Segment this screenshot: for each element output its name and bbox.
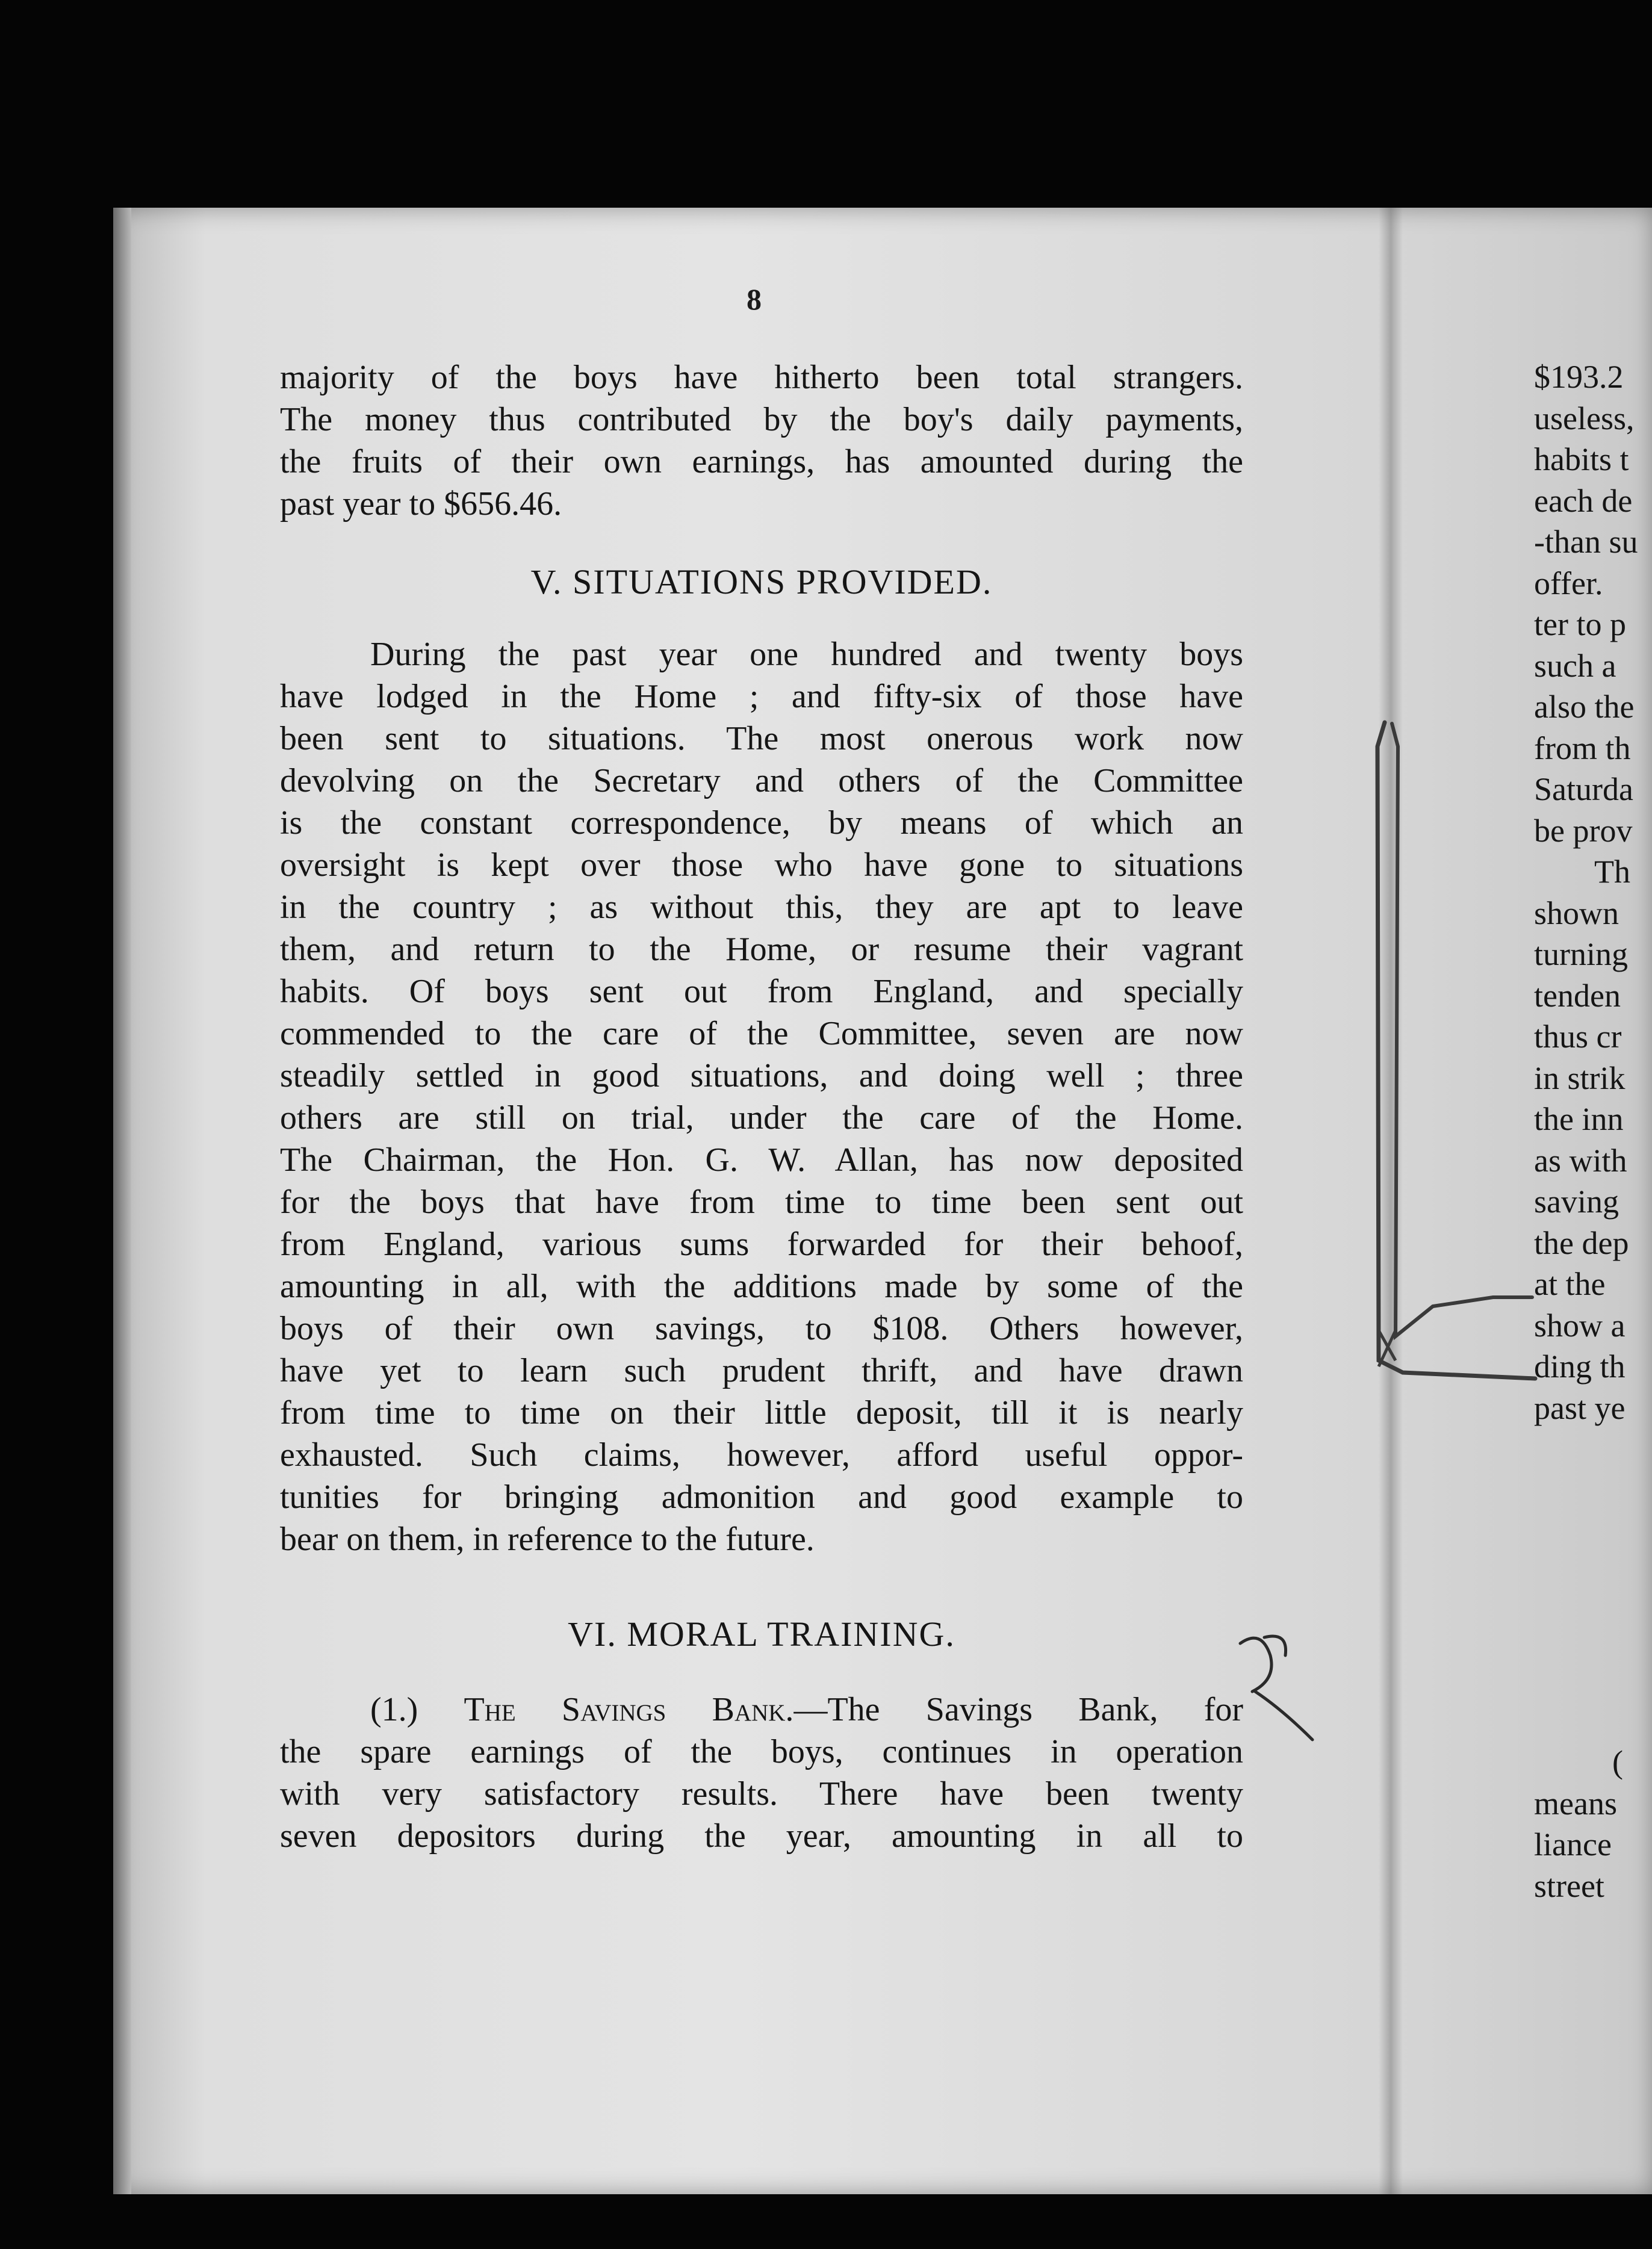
fragment-line: ter to p bbox=[1534, 606, 1626, 642]
fragment-line: in strik bbox=[1534, 1059, 1626, 1096]
subsection-title: The Savings Bank. bbox=[464, 1691, 794, 1728]
text-line: seven depositors during the year, amounting in all to bbox=[280, 1817, 1243, 1855]
text-line: boys of their own savings, to $108. Others however, bbox=[280, 1310, 1243, 1347]
text-line: The Chairman, the Hon. G. W. Allan, has now deposited bbox=[280, 1141, 1243, 1179]
text-line: exhausted. Such claims, however, afford useful oppor- bbox=[280, 1436, 1243, 1474]
text-line: amounting in all, with the additions made by some of the bbox=[280, 1268, 1243, 1305]
text-line: bear on them, in reference to the future. bbox=[280, 1521, 815, 1558]
left-text-column bbox=[280, 356, 1243, 1857]
fragment-line: useless, bbox=[1534, 400, 1635, 436]
fragment-line: at the bbox=[1534, 1266, 1606, 1302]
fragment-line: ( bbox=[1612, 1744, 1623, 1780]
fragment-line: means bbox=[1534, 1785, 1617, 1822]
fragment-line: as with bbox=[1534, 1142, 1627, 1179]
fragment-line: $193.2 bbox=[1534, 359, 1624, 395]
text-line: is the constant correspondence, by means of which an bbox=[280, 804, 1243, 842]
fragment-line: saving bbox=[1534, 1183, 1619, 1220]
text-line: others are still on trial, under the care of the Home. bbox=[280, 1099, 1243, 1137]
fragment-line: liance bbox=[1534, 1826, 1612, 1863]
fragment-line: show a bbox=[1534, 1307, 1626, 1344]
section-heading-situations: V. SITUATIONS PROVIDED. bbox=[530, 562, 993, 601]
fragment-line: Saturda bbox=[1534, 771, 1633, 807]
film-border bbox=[113, 2194, 1652, 2249]
book-gutter bbox=[1379, 208, 1403, 2194]
text-line: from England, various sums forwarded for their behoof, bbox=[280, 1226, 1243, 1263]
text-line: the spare earnings of the boys, continues in operation bbox=[280, 1733, 1243, 1770]
fragment-line: each de bbox=[1534, 482, 1633, 519]
text-line: The money thus contributed by the boy's daily payments, bbox=[280, 401, 1243, 438]
fragment-line: the inn bbox=[1534, 1101, 1624, 1137]
fragment-line: such a bbox=[1534, 647, 1616, 684]
fragment-line: street bbox=[1534, 1867, 1604, 1904]
right-page-fragment bbox=[1534, 356, 1652, 1906]
text-line: tunities for bringing admonition and good example to bbox=[280, 1478, 1243, 1516]
fragment-line: the dep bbox=[1534, 1224, 1629, 1261]
text-line: the fruits of their own earnings, has amounted during the bbox=[280, 443, 1243, 480]
text-line: with very satisfactory results. There have been twenty bbox=[280, 1775, 1243, 1813]
subsection-number: (1.) bbox=[370, 1691, 464, 1728]
text-line: been sent to situations. The most onerous work now bbox=[280, 720, 1243, 757]
fragment-line: be prov bbox=[1534, 812, 1633, 849]
text-line: majority of the boys have hitherto been total strangers. bbox=[280, 359, 1243, 396]
page-edge-shadow bbox=[113, 208, 131, 2194]
text-line: steadily settled in good situations, and doing well ; three bbox=[280, 1057, 1243, 1094]
text-line: for the boys that have from time to time been sent out bbox=[280, 1183, 1243, 1221]
fragment-line: shown bbox=[1534, 895, 1619, 931]
text-line: have lodged in the Home ; and fifty-six of those have bbox=[280, 678, 1243, 715]
text-line: past year to $656.46. bbox=[280, 485, 562, 523]
fragment-line: ding th bbox=[1534, 1348, 1626, 1385]
text-line: devolving on the Secretary and others of the Committee bbox=[280, 762, 1243, 799]
text-fragment: —The Savings Bank, for bbox=[793, 1691, 1243, 1728]
text-line-savings-bank bbox=[280, 1689, 1243, 1731]
fragment-line: tenden bbox=[1534, 977, 1621, 1014]
text-line: oversight is kept over those who have gone to situations bbox=[280, 846, 1243, 884]
fragment-gap bbox=[1534, 1429, 1652, 1742]
fragment-line: from th bbox=[1534, 730, 1631, 766]
fragment-line: Th bbox=[1594, 854, 1630, 890]
text-line: During the past year one hundred and twenty boys bbox=[370, 636, 1243, 673]
fragment-line: -than su bbox=[1534, 524, 1638, 560]
text-line: them, and return to the Home, or resume their vagrant bbox=[280, 931, 1243, 968]
fragment-line: turning bbox=[1534, 936, 1628, 972]
section-heading-moral-training: VI. MORAL TRAINING. bbox=[568, 1615, 955, 1654]
fragment-line: offer. bbox=[1534, 565, 1603, 601]
fragment-line: also the bbox=[1534, 689, 1635, 725]
page-number: 8 bbox=[747, 282, 762, 316]
text-line: commended to the care of the Committee, seven are now bbox=[280, 1015, 1243, 1052]
fragment-line: habits t bbox=[1534, 441, 1629, 477]
fragment-line: past ye bbox=[1534, 1389, 1626, 1426]
fragment-line: thus cr bbox=[1534, 1019, 1622, 1055]
text-line: have yet to learn such prudent thrift, and have drawn bbox=[280, 1352, 1243, 1389]
text-line: habits. Of boys sent out from England, and specially bbox=[280, 973, 1243, 1010]
text-line: from time to time on their little deposit, till it is nearly bbox=[280, 1394, 1243, 1432]
text-line: in the country ; as without this, they are apt to leave bbox=[280, 889, 1243, 926]
